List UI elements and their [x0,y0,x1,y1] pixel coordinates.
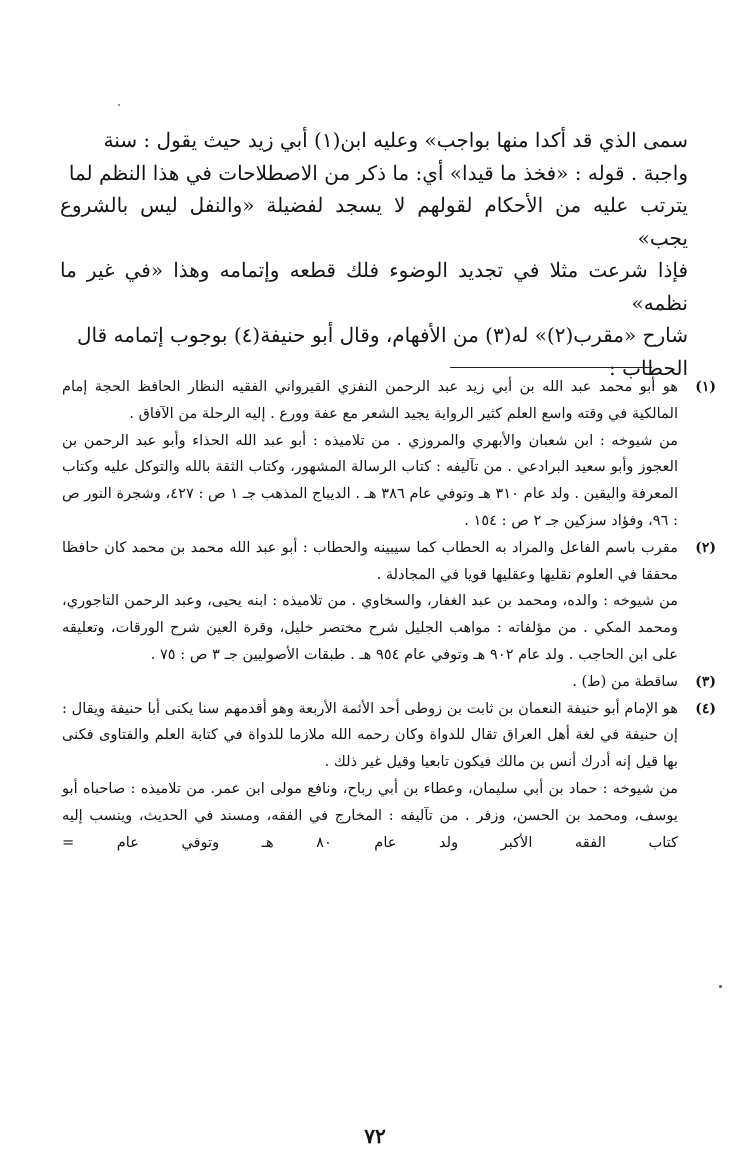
main-line: سمى الذي قد أكدا منها بواجب» وعليه ابن(١) أبي زيد حيث يقول : سنة [103,128,688,152]
main-line: شارح «مقرب(٢)» له(٣) من الأفهام، وقال أبو حنيفة(٤) بوجوب إتمامه قال [76,323,688,347]
footnote-paragraph: من شيوخه : ابن شعبان والأبهري والمروزي . من تلاميذه : أبو عبد الله الحذاء وأبو عبد الرحمن بن العجوز وأبو سعيد البرادعي . من تآليفه : كتاب الرسالة المشهور، وكتاب الثقة بالله والتوكل عليه وكتاب المعرفة واليقين . ولد عام ٣١٠ هـ وتوفي عام ٣٨٦ هـ . الديباج المذهب جـ ١ ص : ٤٢٧، وشجرة النور ص : ٩٦، وفؤاد سزكين جـ ٢ ص : ١٥٤ . [62,431,679,529]
footnote-paragraph: مقرب باسم الفاعل والمراد به الحطاب كما سيبينه والحطاب : أبو عبد الله محمد بن محمد كان حافظا محققا في العلوم نقليها وعقليها قويا في المجادلة . [62,538,678,583]
footnote-3 [66,669,716,696]
main-line: واجبة . قوله : «فخذ ما قيدا» أي: ما ذكر من الاصطلاحات في هذا النظم لما [68,160,688,185]
footnote-body [62,535,678,669]
footnote-paragraph: هو أبو محمد عبد الله بن أبي زيد عبد الرحمن النفزي القيرواني الفقيه النظار الحافظ الحجة إمام المالكية في وقته واسع العلم كثير الرواية يجيد الشعر مع عفة وورع . إليه الرحلة من الآفاق . [62,378,678,422]
footnote-paragraph: ساقطة من (ط) . [572,672,678,690]
footnote-4 [62,696,716,857]
main-line: فإذا شرعت مثلا في تجديد الوضوء فلك قطعه وإتمامه وهذا «في غير ما نظمه» [60,258,688,315]
footnote-number: (١) [695,379,716,395]
main-text [60,124,688,384]
footnote-number: (٣) [695,673,716,690]
footnote-body [62,669,678,696]
footnote-1 [62,374,716,535]
footnote-paragraph: من شيوخه : حماد بن أبي سليمان، وعطاء بن أبي رباح، ونافع مولى ابن عمر. من تلاميذه : صاحباه أبو يوسف، ومحمد بن الحسن، وزفر . من تآليفه : المخارج في الفقه، ومسند في الحديث، وينسب إليه كتاب الفقه الأكبر ولد عام ٨٠ هـ وتوفي عام = [62,779,678,851]
scan-speck [118,104,120,106]
footnote-body [62,374,678,535]
main-line: يترتب عليه من الأحكام لقولهم لا يسجد لفضيلة «والنفل ليس بالشروع يجب» [60,193,688,250]
footnote-paragraph: هو الإمام أبو حنيفة النعمان بن ثابت بن زوطى أحد الأئمة الأربعة وهو أقدمهم سنا يكنى أبا حنيفة ويقال : إن حنيفة في لغة أهل العراق تقال للدواة وكان رحمه الله ملازما للدواة في كتابة العلم والفتاوى فكنى بها قيل إنه أدرك أنس بن مالك فيكون تابعيا وقيل غير ذلك . [62,699,678,771]
footnote-separator [450,367,652,368]
main-line: الحطاب : [609,355,688,380]
footnote-body [62,696,678,857]
page-number: ٧٢ [364,1124,386,1148]
footnote-number: (٤) [695,700,716,717]
scan-speck [719,985,722,988]
footnotes [62,374,716,856]
footnote-2 [62,535,716,669]
footnote-number: (٢) [695,539,716,556]
footnote-paragraph: من شيوخه : والده، ومحمد بن عبد الغفار، والسخاوي . من تلاميذه : ابنه يحيى، وعبد الرحمن التاجوري، ومحمد المكي . من مؤلفاته : مواهب الجليل شرح مختصر خليل، وقرة العين شرح الورقات، وتعليقه على ابن الحاجب . ولد عام ٩٠٢ هـ وتوفي عام ٩٥٤ هـ . طبقات الأصوليين جـ ٣ ص : ٧٥ . [62,592,678,663]
